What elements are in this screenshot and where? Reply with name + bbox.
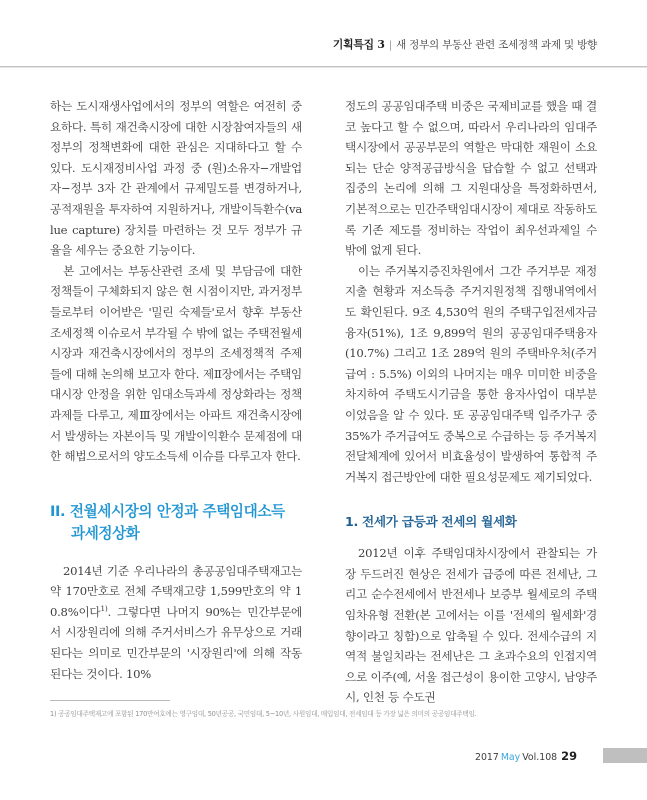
footnote-text: 1) 공공임대주택재고에 포함된 170만여호에는 영구임대, 50년공공, 국민임대, 5~10년, 사원임대, 매입임대, 전세임대 등 가장 넓은 의미의 공공임대주택임. [50,710,477,718]
paragraph-left-3 [50,561,302,685]
header-separator: | [388,39,393,51]
footer-year: 2017 [474,752,499,763]
section-heading-line-2: 과세정상화 [71,524,140,542]
body-columns [50,96,597,705]
left-column [50,96,302,684]
paragraph-left-2: 본 고에서는 부동산관련 조세 및 부담금에 대한 정책들이 구체화되지 않은 현 시점이지만, 과거정부들로부터 이어받은 '밀린 숙제들'로서 향후 부동산조세정책 이슈로서 부각될 수 밖에 없는 주택전월세시장과 재건축시장에서의 정부의 조세정책적 주제들에 대해 논의해 보고자 한다. 제Ⅱ장에서는 주택임대시장 안정을 위한 임대소득과세 정상화라는 정책과제들 다루고, 제Ⅲ장에서는 아파트 재건축시장에서 발생하는 자본이득 및 개발이익환수 문제점에 대한 해법으로서의 양도소득세 이슈를 다루고자 한다. [50,263,302,464]
right-column [345,96,597,708]
footer-month: May [500,752,521,763]
paragraph-right-1: 정도의 공공임대주택 비중은 국제비교를 했을 때 결코 높다고 할 수 없으며, 따라서 우리나라의 임대주택시장에서 공공부문의 역할은 막대한 재원이 소요되는 단순 양적공급방식을 답습할 수 없고 선택과 집중의 논리에 의해 그 지원대상을 특정화하면서, 기본적으로는 민간주택임대시장이 제대로 작동하도록 기존 제도를 정비하는 작업이 최우선과제일 수 밖에 없게 된다. [345,99,597,258]
running-header [50,38,597,52]
section-heading-line-1: II. 전월세시장의 안정과 주택임대소득 [50,502,285,520]
feature-label: 기획특집 3 [332,38,385,51]
paragraph-left-1: 하는 도시재생사업에서의 정부의 역할은 여전히 중요하다. 특히 재건축시장에 대한 시장참여자들의 새정부의 정책변화에 대한 관심은 지대하다고 할 수 있다. 도시재정비사업 과정 중 (원)소유자−개발업자−정부 3자 간 관계에서 규제밀도를 변경하거나, 공적재원을 투자하여 지원하거나, 개발이득환수(value capture) 장치를 마련하는 것 모두 정부가 규율을 세우는 중요한 기능이다. [50,99,302,258]
feature-title: 새 정부의 부동산 관련 조세정책 과제 및 방향 [396,39,597,51]
sub-heading: 1. 전세가 급등과 전세의 월세화 [345,514,517,530]
page-number: 29 [561,749,577,763]
paragraph-left-3-part-a: 2014년 기준 우리나라의 총공공임대주택재고는 약 170만호로 전체 주택재고량 1,599만호의 약 10.8%이다 [50,563,302,619]
footer-volume: Vol.108 [522,752,558,763]
paragraph-right-3: 2012년 이후 주택임대차시장에서 관찰되는 가장 두드러진 현상은 전세가 급증에 따른 전세난, 그리고 순수전세에서 반전세나 보증부 월세로의 주택임차유형 전환(본 고에서는 이를 '전세의 월세화'경향이라고 칭함)으로 압축될 수 있다. 전세수급의 지역적 불일치라는 전세난은 그 초과수요의 인접지역으로 이주(예, 서울 접근성이 용이한 고양시, 남양주시, 인천 등 수도권 [345,546,597,705]
section-heading [50,501,302,545]
footnote-marker: 1) [100,604,108,614]
edge-tab-marker [603,748,647,763]
page-footer [475,750,577,764]
footnote-divider-line [50,700,170,701]
paragraph-left-3-part-b: . 그렇다면 나머지 90%는 민간부문에서 시장원리에 의해 주거서비스가 유무상으로 거래된다는 의미로 민간부문의 '시장원리'에 의해 작동된다는 것이다. 10% [50,604,302,681]
paragraph-right-2: 이는 주거복지증진차원에서 그간 주거부문 재정지출 현황과 저소득층 주거지원정책 집행내역에서도 확인된다. 9조 4,530억 원의 주택구입전세자금융자(51%), 1조 9,899억 원의 공공임대주택융자(10.7%) 그리고 1조 289억 원의 주택바우처(주거급여 : 5.5%) 이외의 나머지는 매우 미미한 비중을 차지하여 주택도시기금을 통한 융자사업이 대부분이었음을 알 수 있다. 또 공공임대주택 입주가구 중 35%가 주거급여도 중복으로 수급하는 등 주거복지 전달체계에 있어서 비효율성이 발생하여 통합적 주거복지 접근방안에 대한 필요성문제도 제기되었다. [345,263,597,484]
header-divider-line-soft [0,67,647,68]
